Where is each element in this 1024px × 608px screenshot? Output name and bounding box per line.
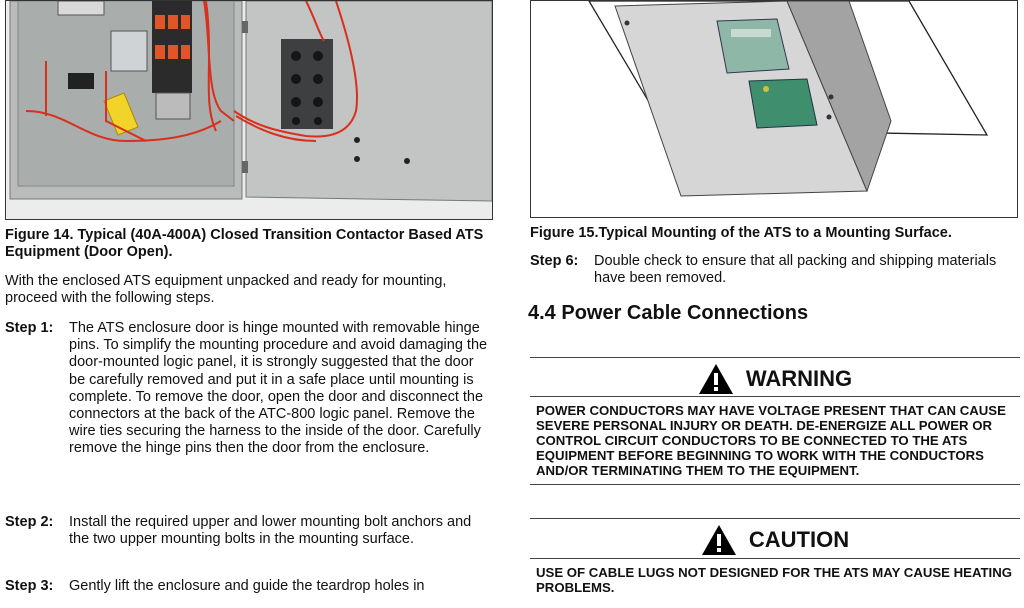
caution-text: USE OF CABLE LUGS NOT DESIGNED FOR THE ATS MAY CAUSE HEATING PROBLEMS. [536,565,1013,595]
section-title: 4.4 Power Cable Connections [528,302,809,324]
step-label: Step 6: [530,253,579,269]
figure-15-caption: Figure 15.Typical Mounting of the ATS to a Mounting Surface. [530,225,952,241]
step-2 [5,514,495,566]
warning-box [530,357,1020,485]
warning-header [530,364,1020,394]
step-3 [5,578,495,600]
step-text: The ATS enclosure door is hinge mounted with removable hinge pins. To simplify the mounting procedure and avoid damaging the door-mounted logic panel, it is strongly suggested that the door be carefully removed and put it in a safe place until mounting is complete. To remove the door, open the door and disconnect the connectors at the back of the ATC-800 logic panel. Remove the wire ties securing the harness to the inside of the door. Carefully remove the hinge pins then the door from the enclosure. [69,320,488,457]
figure-14-photo [5,0,493,220]
caution-title: CAUTION [748,527,850,552]
step-1 [5,320,495,500]
step-6 [530,253,1020,293]
caution-header [530,524,1020,556]
step-text: Gently lift the enclosure and guide the teardrop holes in [69,578,425,594]
ats-mounting-illustration [531,1,1018,218]
caution-box [530,518,1020,608]
divider [530,558,1020,559]
step-label: Step 2: [5,514,54,530]
step-text: Double check to ensure that all packing and shipping materials have been removed. [594,253,997,287]
caution-triangle-icon [701,524,737,556]
ats-door-open-illustration [6,1,493,220]
figure-15-illustration [530,0,1018,218]
step-label: Step 3: [5,578,54,594]
intro-paragraph: With the enclosed ATS equipment unpacked and ready for mounting, proceed with the following steps. [5,273,447,306]
divider [530,396,1020,397]
step-label: Step 1: [5,320,54,336]
figure-14-caption: Figure 14. Typical (40A-400A) Closed Transition Contactor Based ATS Equipment (Door Open). [5,227,484,260]
warning-triangle-icon [698,363,734,395]
warning-title: WARNING [745,366,853,391]
warning-text: POWER CONDUCTORS MAY HAVE VOLTAGE PRESENT THAT CAN CAUSE SEVERE PERSONAL INJURY OR DEATH. DE-ENERGIZE ALL POWER OR CONTROL CIRCUIT CONDUCTORS TO BE CONNECTED TO THE ATS EQUIPMENT BEFORE BEGINNING TO WORK WITH THE CONDUCTORS AND/OR TERMINATING THEM TO THE EQUIPMENT. [536,403,1006,478]
step-text: Install the required upper and lower mounting bolt anchors and the two upper mounting bolts in the mounting surface. [69,514,472,548]
